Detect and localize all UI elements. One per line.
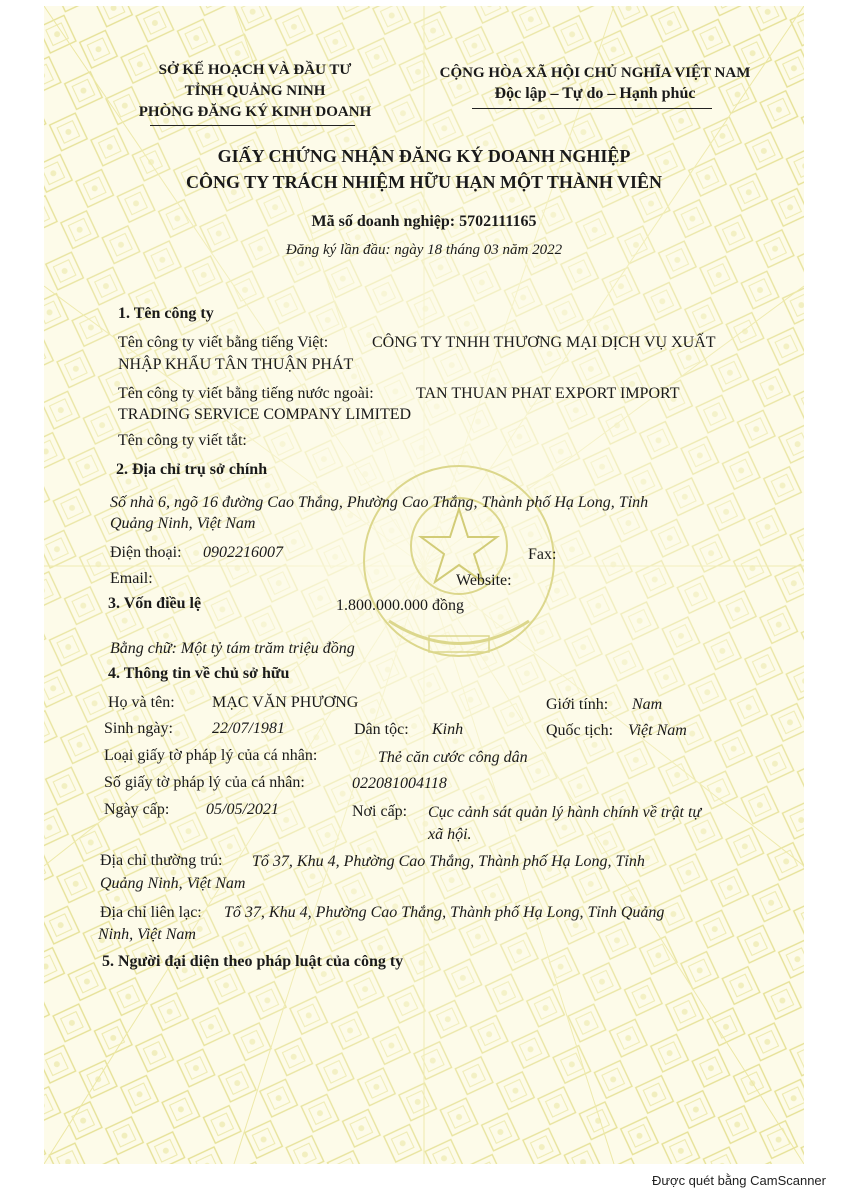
- agency-name-line3: PHÒNG ĐĂNG KÝ KINH DOANH: [138, 104, 372, 120]
- issue-place-value-1: Cục cảnh sát quản lý hành chính về trật tự: [428, 804, 702, 821]
- section-2-heading: 2. Địa chỉ trụ sở chính: [116, 461, 268, 478]
- gender-label: Giới tính:: [546, 696, 609, 713]
- foreign-name-label: Tên công ty viết bằng tiếng nước ngoài:: [118, 385, 374, 402]
- id-number-label: Số giấy tờ pháp lý của cá nhân:: [104, 774, 305, 791]
- permanent-address-value-1: Tổ 37, Khu 4, Phường Cao Thắng, Thành phố Hạ Long, Tỉnh: [252, 853, 645, 870]
- permanent-address-label: Địa chỉ thường trú:: [100, 852, 223, 869]
- issue-place-value-2: xã hội.: [428, 826, 472, 843]
- document-title: GIẤY CHỨNG NHẬN ĐĂNG KÝ DOANH NGHIỆP: [217, 146, 631, 166]
- fax-label: Fax:: [528, 546, 557, 563]
- issue-date-value: 05/05/2021: [206, 801, 279, 818]
- motto-underline: [472, 108, 712, 109]
- business-code: Mã số doanh nghiệp: 5702111165: [311, 213, 537, 230]
- section-5-heading: 5. Người đại diện theo pháp luật của công ty: [102, 953, 404, 970]
- issue-date-label: Ngày cấp:: [104, 801, 170, 818]
- phone-value: 0902216007: [203, 544, 283, 561]
- dob-label: Sinh ngày:: [104, 720, 173, 737]
- company-type: CÔNG TY TRÁCH NHIỆM HỮU HẠN MỘT THÀNH VIÊN: [185, 172, 663, 192]
- ethnicity-label: Dân tộc:: [354, 721, 409, 738]
- hq-address-line2: Quảng Ninh, Việt Nam: [110, 515, 256, 532]
- id-type-value: Thẻ căn cước công dân: [378, 749, 528, 766]
- id-number-value: 022081004118: [352, 775, 447, 792]
- id-type-label: Loại giấy tờ pháp lý của cá nhân:: [104, 747, 318, 764]
- vn-name-label: Tên công ty viết bằng tiếng Việt:: [118, 334, 329, 351]
- permanent-address-value-2: Quảng Ninh, Việt Nam: [100, 875, 246, 892]
- phone-label: Điện thoại:: [110, 544, 182, 561]
- issue-place-label: Nơi cấp:: [352, 803, 408, 820]
- owner-name-label: Họ và tên:: [108, 694, 175, 711]
- nationality-label: Quốc tịch:: [546, 722, 614, 739]
- short-name-label: Tên công ty viết tắt:: [118, 432, 247, 449]
- gender-value: Nam: [632, 696, 663, 713]
- charter-capital-words: Bằng chữ: Một tỷ tám trăm triệu đồng: [110, 640, 355, 657]
- section-1-heading: 1. Tên công ty: [118, 305, 214, 322]
- section-4-heading: 4. Thông tin về chủ sở hữu: [108, 665, 290, 682]
- contact-address-label: Địa chỉ liên lạc:: [100, 904, 202, 921]
- contact-address-value-2: Ninh, Việt Nam: [98, 926, 196, 943]
- owner-name-value: MẠC VĂN PHƯƠNG: [212, 694, 359, 711]
- hq-address-line1: Số nhà 6, ngõ 16 đường Cao Thắng, Phường Cao Thắng, Thành phố Hạ Long, Tỉnh: [110, 494, 649, 511]
- contact-address-value-1: Tổ 37, Khu 4, Phường Cao Thắng, Thành phố Hạ Long, Tỉnh Quảng: [224, 904, 665, 921]
- first-registration-date: Đăng ký lần đầu: ngày 18 tháng 03 năm 2022: [285, 242, 563, 258]
- ethnicity-value: Kinh: [432, 721, 464, 738]
- charter-capital-amount: 1.800.000.000 đồng: [336, 597, 464, 614]
- foreign-name-value-2: TRADING SERVICE COMPANY LIMITED: [118, 406, 412, 423]
- foreign-name-value-1: TAN THUAN PHAT EXPORT IMPORT: [416, 385, 680, 402]
- website-label: Website:: [456, 572, 512, 589]
- republic-title: CỘNG HÒA XÃ HỘI CHỦ NGHĨA VIỆT NAM: [439, 65, 751, 81]
- nationality-value: Việt Nam: [628, 722, 687, 739]
- dob-value: 22/07/1981: [212, 720, 285, 737]
- section-3-heading: 3. Vốn điều lệ: [108, 595, 202, 612]
- agency-name-line2: TỈNH QUẢNG NINH: [184, 83, 326, 99]
- email-label: Email:: [110, 570, 153, 587]
- header-left-underline: [150, 125, 355, 126]
- vn-name-value-2: NHẬP KHẨU TÂN THUẬN PHÁT: [118, 356, 354, 373]
- vn-name-value-1: CÔNG TY TNHH THƯƠNG MẠI DỊCH VỤ XUẤT: [372, 334, 716, 351]
- republic-motto: Độc lập – Tự do – Hạnh phúc: [494, 85, 696, 102]
- scanner-watermark: Được quét bằng CamScanner: [651, 1173, 826, 1188]
- agency-name-line1: SỞ KẾ HOẠCH VÀ ĐẦU TƯ: [158, 62, 352, 78]
